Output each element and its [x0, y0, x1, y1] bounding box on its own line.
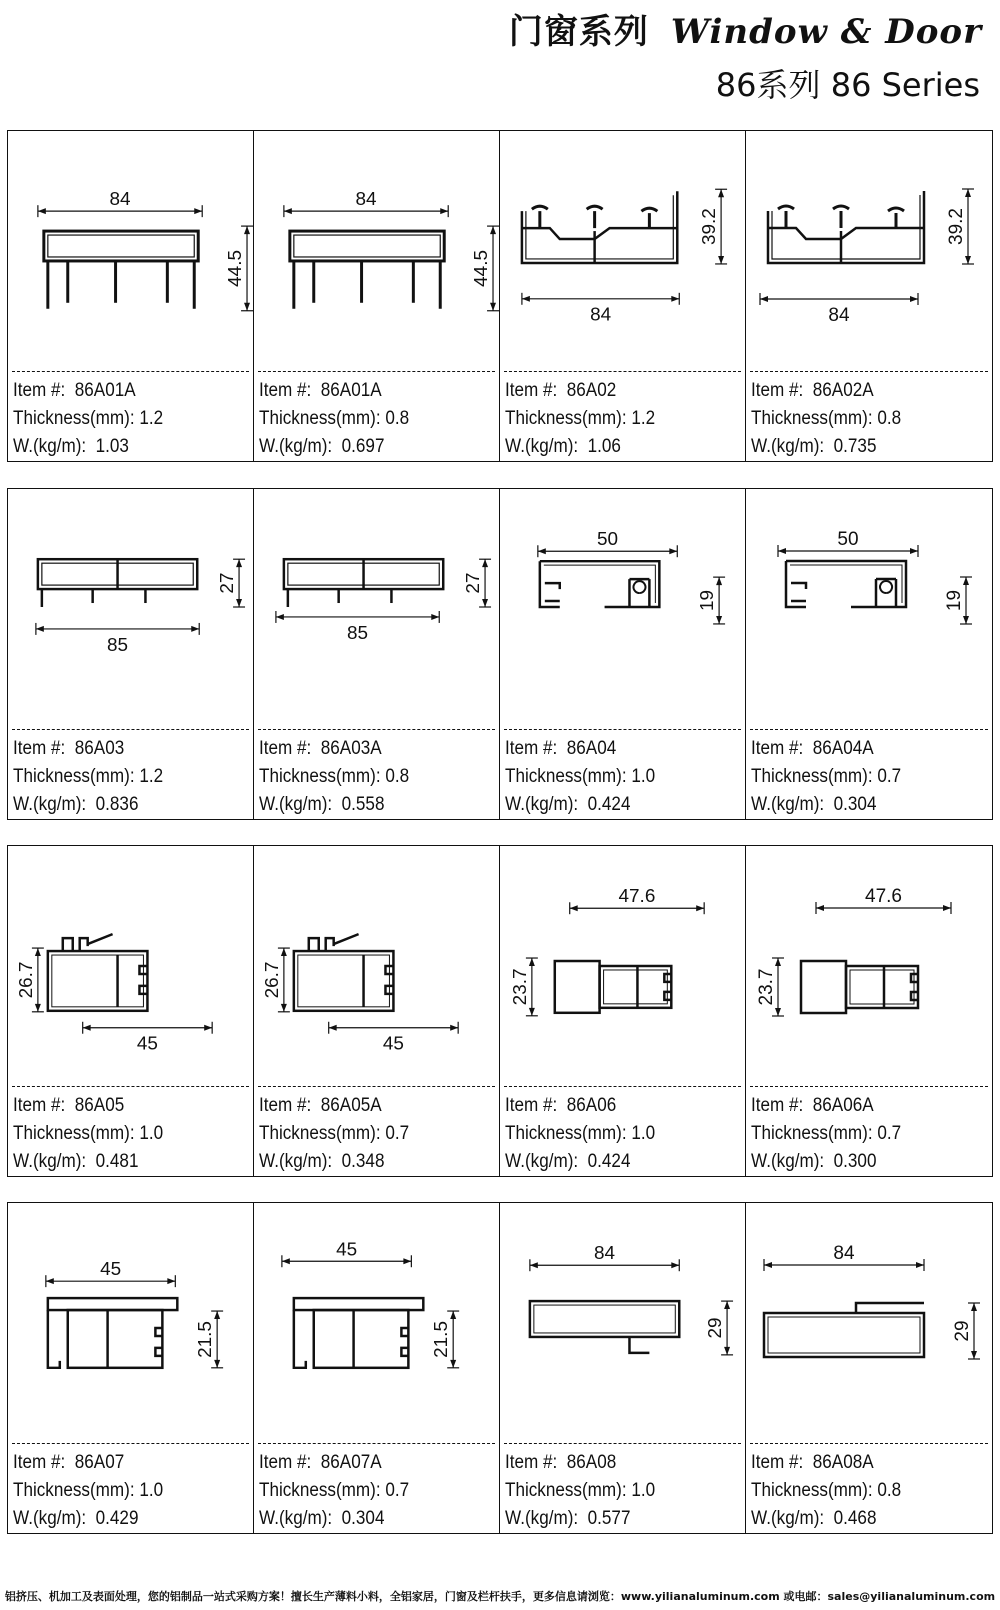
weight-label: W.(kg/m): — [751, 436, 825, 457]
width-label: 84 — [355, 189, 377, 211]
item-line — [505, 1092, 655, 1120]
spec-block — [505, 377, 655, 461]
divider — [750, 371, 988, 372]
thickness-value: 1.0 — [631, 1123, 656, 1144]
height-dimension — [217, 559, 245, 607]
profile-shape — [801, 961, 918, 1013]
thickness-value: 0.8 — [877, 1480, 902, 1501]
height-dimension — [952, 1303, 980, 1359]
item-line — [505, 735, 655, 763]
divider — [750, 1086, 988, 1087]
catalog-row — [7, 1202, 993, 1534]
product-card — [254, 489, 500, 819]
thickness-value: 1.0 — [139, 1123, 164, 1144]
width-label: 50 — [597, 529, 619, 551]
weight-line — [751, 433, 901, 461]
profile-shape — [530, 1301, 679, 1353]
width-label: 84 — [833, 1243, 855, 1264]
item-number: 86A05 — [74, 1095, 125, 1116]
weight-line — [13, 1148, 163, 1176]
height-dimension — [944, 577, 972, 624]
weight-label: W.(kg/m): — [259, 794, 333, 815]
thickness-line — [505, 1120, 655, 1148]
width-label: 45 — [336, 1239, 358, 1261]
weight-value: 1.06 — [587, 436, 621, 457]
product-card — [8, 489, 254, 819]
item-label: Item #: — [751, 380, 804, 401]
weight-label: W.(kg/m): — [13, 1151, 87, 1172]
page-title — [509, 4, 982, 53]
height-label: 29 — [705, 1317, 727, 1339]
thickness-label: Thickness(mm): — [13, 1123, 135, 1144]
profile-shape — [38, 559, 197, 607]
width-dimension — [570, 886, 704, 914]
thickness-line — [259, 763, 409, 791]
thickness-label: Thickness(mm): — [505, 1480, 627, 1501]
weight-label: W.(kg/m): — [505, 1151, 579, 1172]
divider — [504, 1443, 741, 1444]
width-dimension — [778, 529, 918, 557]
weight-line — [751, 1505, 901, 1533]
product-card — [8, 131, 254, 461]
item-label: Item #: — [13, 738, 66, 759]
divider — [12, 1086, 249, 1087]
profile-shape — [522, 191, 677, 263]
item-number: 86A03 — [74, 738, 125, 759]
weight-line — [505, 791, 655, 819]
thickness-label: Thickness(mm): — [751, 766, 873, 787]
profile-drawing — [746, 489, 992, 727]
spec-block — [13, 1449, 163, 1533]
thickness-label: Thickness(mm): — [13, 766, 135, 787]
item-number: 86A02 — [566, 380, 617, 401]
item-number: 86A04 — [566, 738, 617, 759]
divider — [258, 729, 495, 730]
thickness-line — [751, 405, 901, 433]
thickness-label: Thickness(mm): — [13, 1480, 135, 1501]
profile-drawing — [254, 489, 499, 727]
thickness-line — [259, 1120, 409, 1148]
product-card — [746, 846, 992, 1176]
series-en: 86 Series — [830, 66, 980, 104]
thickness-label: Thickness(mm): — [751, 1123, 873, 1144]
height-dimension — [471, 226, 499, 311]
height-label: 23.7 — [756, 968, 777, 1006]
width-dimension — [530, 1243, 679, 1271]
width-label: 50 — [837, 529, 859, 550]
item-number: 86A08A — [812, 1452, 874, 1473]
width-dimension — [764, 1243, 924, 1271]
thickness-line — [13, 1477, 163, 1505]
profile-shape — [44, 231, 198, 309]
spec-block — [751, 377, 901, 461]
item-label: Item #: — [13, 1452, 66, 1473]
profile-shape — [768, 191, 924, 263]
height-label: 23.7 — [509, 968, 531, 1006]
item-number: 86A06 — [566, 1095, 617, 1116]
weight-line — [751, 791, 901, 819]
profile-drawing — [746, 1203, 992, 1441]
spec-block — [259, 1092, 409, 1176]
weight-label: W.(kg/m): — [751, 794, 825, 815]
thickness-line — [13, 763, 163, 791]
item-line — [13, 1449, 163, 1477]
thickness-label: Thickness(mm): — [751, 1480, 873, 1501]
profile-shape — [555, 961, 672, 1013]
width-label: 45 — [136, 1033, 158, 1055]
weight-value: 0.304 — [833, 794, 877, 815]
height-dimension — [756, 958, 784, 1016]
weight-line — [259, 791, 409, 819]
item-line — [13, 377, 163, 405]
width-dimension — [538, 529, 677, 557]
item-label: Item #: — [259, 1095, 312, 1116]
thickness-line — [751, 763, 901, 791]
thickness-value: 1.0 — [631, 766, 656, 787]
thickness-value: 1.2 — [139, 766, 164, 787]
divider — [750, 1443, 988, 1444]
weight-value: 0.468 — [833, 1508, 877, 1529]
weight-value: 0.735 — [833, 436, 877, 457]
item-number: 86A05A — [320, 1095, 382, 1116]
profile-shape — [786, 561, 906, 607]
weight-value: 0.429 — [95, 1508, 139, 1529]
width-dimension — [36, 623, 199, 656]
thickness-value: 0.8 — [877, 408, 902, 429]
width-label: 47.6 — [865, 886, 902, 907]
width-dimension — [276, 611, 439, 644]
height-label: 21.5 — [431, 1321, 453, 1358]
product-card — [746, 131, 992, 461]
width-label: 84 — [109, 189, 131, 211]
height-dimension — [16, 948, 44, 1012]
profile-shape — [284, 559, 443, 607]
weight-label: W.(kg/m): — [13, 794, 87, 815]
profile-shape — [294, 1298, 423, 1368]
thickness-line — [505, 405, 655, 433]
profile-drawing — [254, 1203, 499, 1441]
item-number: 86A08 — [566, 1452, 617, 1473]
divider — [12, 1443, 249, 1444]
width-label: 45 — [100, 1259, 122, 1281]
item-label: Item #: — [505, 1095, 558, 1116]
height-label: 27 — [217, 572, 239, 594]
spec-block — [751, 735, 901, 819]
thickness-value: 1.2 — [631, 408, 656, 429]
item-label: Item #: — [13, 380, 66, 401]
thickness-line — [751, 1477, 901, 1505]
height-label: 44.5 — [471, 250, 493, 287]
divider — [504, 371, 741, 372]
height-dimension — [705, 1301, 733, 1355]
height-dimension — [946, 189, 974, 264]
width-label: 85 — [347, 622, 369, 644]
item-number: 86A01A — [320, 380, 382, 401]
profile-drawing — [500, 131, 745, 369]
thickness-label: Thickness(mm): — [505, 408, 627, 429]
item-line — [13, 1092, 163, 1120]
height-dimension — [225, 226, 253, 311]
width-label: 84 — [828, 305, 850, 326]
thickness-line — [259, 1477, 409, 1505]
product-card — [8, 846, 254, 1176]
item-line — [259, 1449, 409, 1477]
item-label: Item #: — [751, 1095, 804, 1116]
thickness-value: 0.7 — [877, 1123, 902, 1144]
profile-drawing — [8, 1203, 253, 1441]
item-line — [751, 377, 901, 405]
height-label: 44.5 — [225, 250, 247, 287]
weight-value: 0.558 — [341, 794, 385, 815]
weight-label: W.(kg/m): — [259, 1151, 333, 1172]
footer-note: 铝挤压、机加工及表面处理，您的铝制品一站式采购方案！擅长生产薄料小料，全铝家居，门窗及栏杆扶手，更多信息请浏览：www.yilianaluminum.com 或电邮：sales@yilianaluminum.com — [4, 1590, 996, 1603]
item-label: Item #: — [259, 1452, 312, 1473]
profile-drawing — [254, 131, 499, 369]
thickness-line — [13, 1120, 163, 1148]
divider — [258, 1086, 495, 1087]
profile-shape — [48, 934, 148, 1011]
item-line — [259, 1092, 409, 1120]
width-label: 85 — [107, 634, 129, 656]
item-number: 86A07 — [74, 1452, 125, 1473]
item-label: Item #: — [505, 380, 558, 401]
height-label: 29 — [952, 1320, 973, 1342]
weight-line — [259, 1505, 409, 1533]
profile-drawing — [8, 489, 253, 727]
product-card — [254, 131, 500, 461]
thickness-line — [259, 405, 409, 433]
width-label: 84 — [594, 1243, 616, 1265]
thickness-label: Thickness(mm): — [751, 408, 873, 429]
width-dimension — [816, 886, 951, 914]
height-dimension — [262, 948, 290, 1012]
thickness-label: Thickness(mm): — [505, 766, 627, 787]
height-label: 19 — [944, 589, 965, 612]
weight-line — [505, 433, 655, 461]
spec-block — [13, 377, 163, 461]
weight-value: 0.836 — [95, 794, 139, 815]
item-label: Item #: — [751, 1452, 804, 1473]
profile-shape — [540, 561, 660, 607]
item-line — [259, 735, 409, 763]
item-number: 86A06A — [812, 1095, 874, 1116]
weight-value: 0.481 — [95, 1151, 139, 1172]
width-dimension — [83, 1022, 212, 1055]
width-dimension — [522, 293, 679, 326]
spec-block — [259, 1449, 409, 1533]
product-card — [500, 1203, 746, 1533]
item-number: 86A04A — [812, 738, 874, 759]
thickness-line — [505, 763, 655, 791]
thickness-value: 0.7 — [385, 1123, 410, 1144]
profile-drawing — [254, 846, 499, 1084]
weight-line — [751, 1148, 901, 1176]
width-dimension — [38, 189, 202, 217]
height-label: 27 — [463, 572, 485, 594]
divider — [258, 371, 495, 372]
series-cn: 86系列 — [715, 66, 821, 104]
thickness-value: 0.8 — [385, 766, 410, 787]
divider — [504, 729, 741, 730]
weight-line — [13, 791, 163, 819]
weight-label: W.(kg/m): — [505, 436, 579, 457]
item-label: Item #: — [13, 1095, 66, 1116]
weight-value: 0.424 — [587, 794, 631, 815]
weight-value: 0.300 — [833, 1151, 877, 1172]
series-title — [716, 60, 980, 106]
weight-line — [13, 1505, 163, 1533]
item-label: Item #: — [259, 380, 312, 401]
weight-label: W.(kg/m): — [13, 1508, 87, 1529]
weight-label: W.(kg/m): — [259, 436, 333, 457]
width-dimension — [282, 1239, 411, 1267]
product-card — [500, 846, 746, 1176]
spec-block — [259, 735, 409, 819]
weight-line — [505, 1148, 655, 1176]
spec-block — [13, 735, 163, 819]
height-dimension — [463, 559, 491, 607]
spec-block — [505, 1449, 655, 1533]
catalog-row — [7, 488, 993, 820]
thickness-value: 1.2 — [139, 408, 164, 429]
catalog-row — [7, 845, 993, 1177]
width-dimension — [46, 1259, 175, 1287]
height-label: 26.7 — [15, 961, 37, 999]
weight-label: W.(kg/m): — [505, 1508, 579, 1529]
item-line — [751, 735, 901, 763]
height-label: 21.5 — [195, 1321, 217, 1358]
width-label: 84 — [590, 304, 612, 326]
weight-line — [505, 1505, 655, 1533]
weight-line — [259, 433, 409, 461]
height-dimension — [195, 1311, 223, 1368]
thickness-label: Thickness(mm): — [259, 1480, 381, 1501]
spec-block — [505, 735, 655, 819]
item-line — [505, 377, 655, 405]
profile-shape — [48, 1298, 177, 1368]
product-card — [500, 489, 746, 819]
item-label: Item #: — [259, 738, 312, 759]
width-dimension — [329, 1022, 458, 1055]
product-card — [746, 489, 992, 819]
profile-shape — [290, 231, 444, 309]
product-card — [254, 1203, 500, 1533]
weight-value: 0.424 — [587, 1151, 631, 1172]
thickness-value: 0.8 — [385, 408, 410, 429]
height-label: 26.7 — [261, 961, 283, 999]
divider — [504, 1086, 741, 1087]
profile-drawing — [8, 846, 253, 1084]
weight-value: 0.304 — [341, 1508, 385, 1529]
profile-drawing — [8, 131, 253, 369]
profile-drawing — [500, 1203, 745, 1441]
thickness-line — [505, 1477, 655, 1505]
profile-drawing — [746, 131, 992, 369]
profile-drawing — [500, 489, 745, 727]
height-dimension — [697, 577, 725, 624]
divider — [258, 1443, 495, 1444]
profile-shape — [294, 934, 394, 1011]
item-number: 86A02A — [812, 380, 874, 401]
spec-block — [751, 1092, 901, 1176]
spec-block — [751, 1449, 901, 1533]
profile-drawing — [500, 846, 745, 1084]
weight-value: 0.577 — [587, 1508, 631, 1529]
title-en: Window & Door — [670, 12, 982, 52]
height-label: 39.2 — [699, 208, 721, 246]
weight-label: W.(kg/m): — [259, 1508, 333, 1529]
item-label: Item #: — [751, 738, 804, 759]
item-line — [259, 377, 409, 405]
thickness-value: 0.7 — [385, 1480, 410, 1501]
width-dimension — [284, 189, 448, 217]
weight-line — [259, 1148, 409, 1176]
height-dimension — [510, 958, 538, 1016]
profile-drawing — [746, 846, 992, 1084]
thickness-label: Thickness(mm): — [505, 1123, 627, 1144]
product-card — [8, 1203, 254, 1533]
thickness-line — [13, 405, 163, 433]
height-label: 19 — [697, 590, 719, 612]
width-dimension — [760, 293, 918, 326]
product-card — [500, 131, 746, 461]
item-line — [13, 735, 163, 763]
profile-shape — [764, 1303, 924, 1357]
weight-label: W.(kg/m): — [505, 794, 579, 815]
item-number: 86A01A — [74, 380, 136, 401]
title-cn: 门窗系列 — [508, 12, 649, 52]
catalog-row — [7, 130, 993, 462]
height-label: 39.2 — [946, 208, 967, 245]
weight-value: 0.697 — [341, 436, 385, 457]
item-number: 86A07A — [320, 1452, 382, 1473]
width-label: 47.6 — [618, 886, 656, 908]
weight-line — [13, 433, 163, 461]
width-label: 45 — [382, 1033, 404, 1055]
thickness-label: Thickness(mm): — [13, 408, 135, 429]
spec-block — [259, 377, 409, 461]
thickness-value: 0.7 — [877, 766, 902, 787]
item-line — [751, 1449, 901, 1477]
weight-label: W.(kg/m): — [751, 1151, 825, 1172]
weight-value: 1.03 — [95, 436, 129, 457]
weight-value: 0.348 — [341, 1151, 385, 1172]
thickness-value: 1.0 — [631, 1480, 656, 1501]
height-dimension — [699, 189, 727, 264]
item-label: Item #: — [505, 738, 558, 759]
thickness-value: 1.0 — [139, 1480, 164, 1501]
spec-block — [13, 1092, 163, 1176]
product-card — [746, 1203, 992, 1533]
thickness-label: Thickness(mm): — [259, 1123, 381, 1144]
item-line — [751, 1092, 901, 1120]
divider — [750, 729, 988, 730]
divider — [12, 371, 249, 372]
item-line — [505, 1449, 655, 1477]
spec-block — [505, 1092, 655, 1176]
weight-label: W.(kg/m): — [751, 1508, 825, 1529]
thickness-label: Thickness(mm): — [259, 408, 381, 429]
thickness-label: Thickness(mm): — [259, 766, 381, 787]
thickness-line — [751, 1120, 901, 1148]
item-number: 86A03A — [320, 738, 382, 759]
divider — [12, 729, 249, 730]
item-label: Item #: — [505, 1452, 558, 1473]
product-card — [254, 846, 500, 1176]
weight-label: W.(kg/m): — [13, 436, 87, 457]
height-dimension — [431, 1311, 459, 1368]
